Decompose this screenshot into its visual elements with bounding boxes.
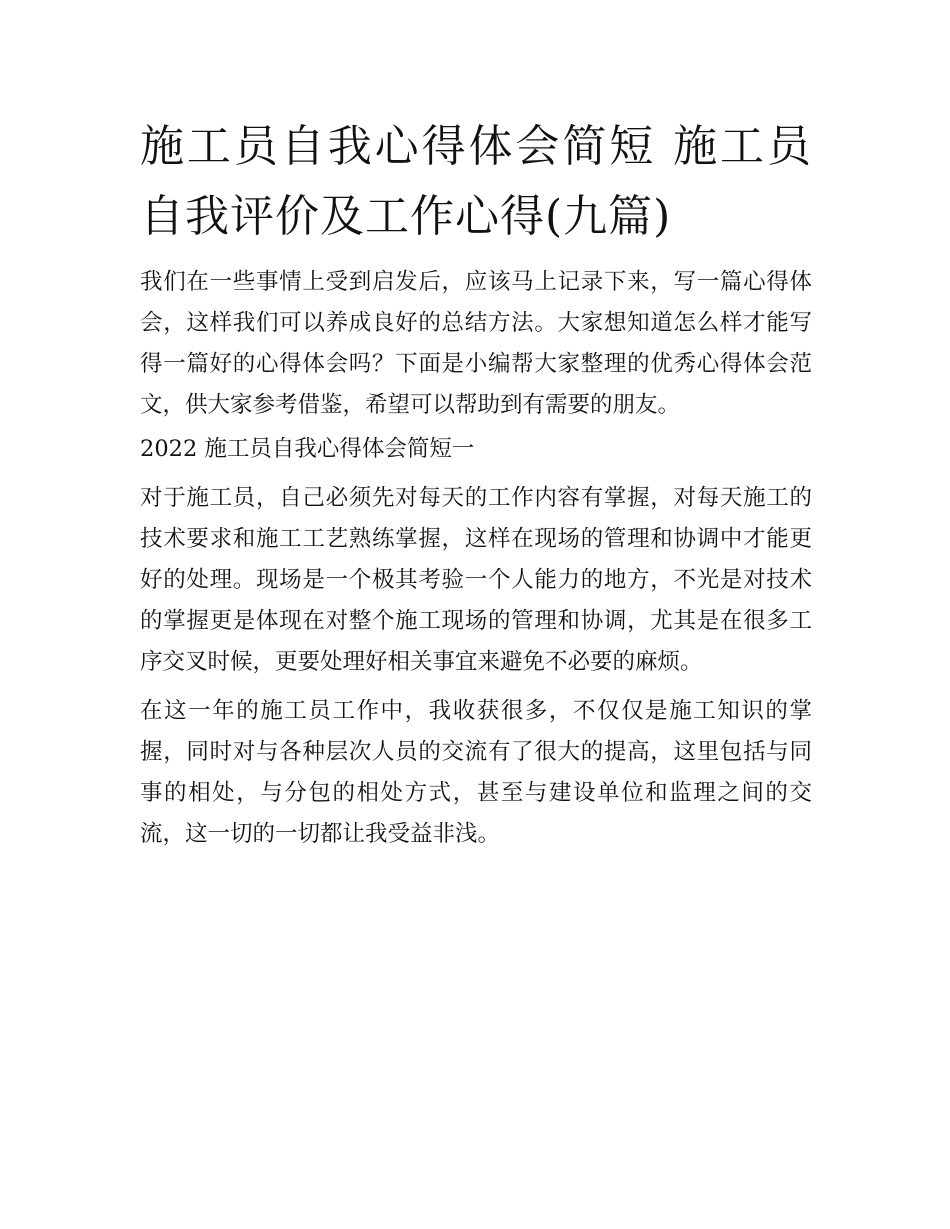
document-title: 施工员自我心得体会简短 施工员自我评价及工作心得(九篇) xyxy=(140,121,812,242)
document-content xyxy=(140,112,812,855)
body-paragraph-2: 在这一年的施工员工作中，我收获很多，不仅仅是施工知识的掌握，同时对与各种层次人员的交流有了很大的提高，这里包括与同事的相处，与分包的相处方式，甚至与建设单位和监理之间的交流，这一切的一切都让我受益非浅。 xyxy=(140,698,812,847)
body-paragraph-1: 对于施工员，自己必须先对每天的工作内容有掌握，对每天施工的技术要求和施工工艺熟练掌握，这样在现场的管理和协调中才能更好的处理。现场是一个极其考验一个人能力的地方，不光是对技术的掌握更是体现在对整个施工现场的管理和协调，尤其是在很多工序交叉时候，更要处理好相关事宜来避免不必要的麻烦。 xyxy=(140,485,812,675)
section-heading: 2022 施工员自我心得体会简短一 xyxy=(140,436,475,462)
intro-paragraph: 我们在一些事情上受到启发后，应该马上记录下来，写一篇心得体会，这样我们可以养成良好的总结方法。大家想知道怎么样才能写得一篇好的心得体会吗？下面是小编帮大家整理的优秀心得体会范文，供大家参考借鉴，希望可以帮助到有需要的朋友。 xyxy=(140,269,812,418)
